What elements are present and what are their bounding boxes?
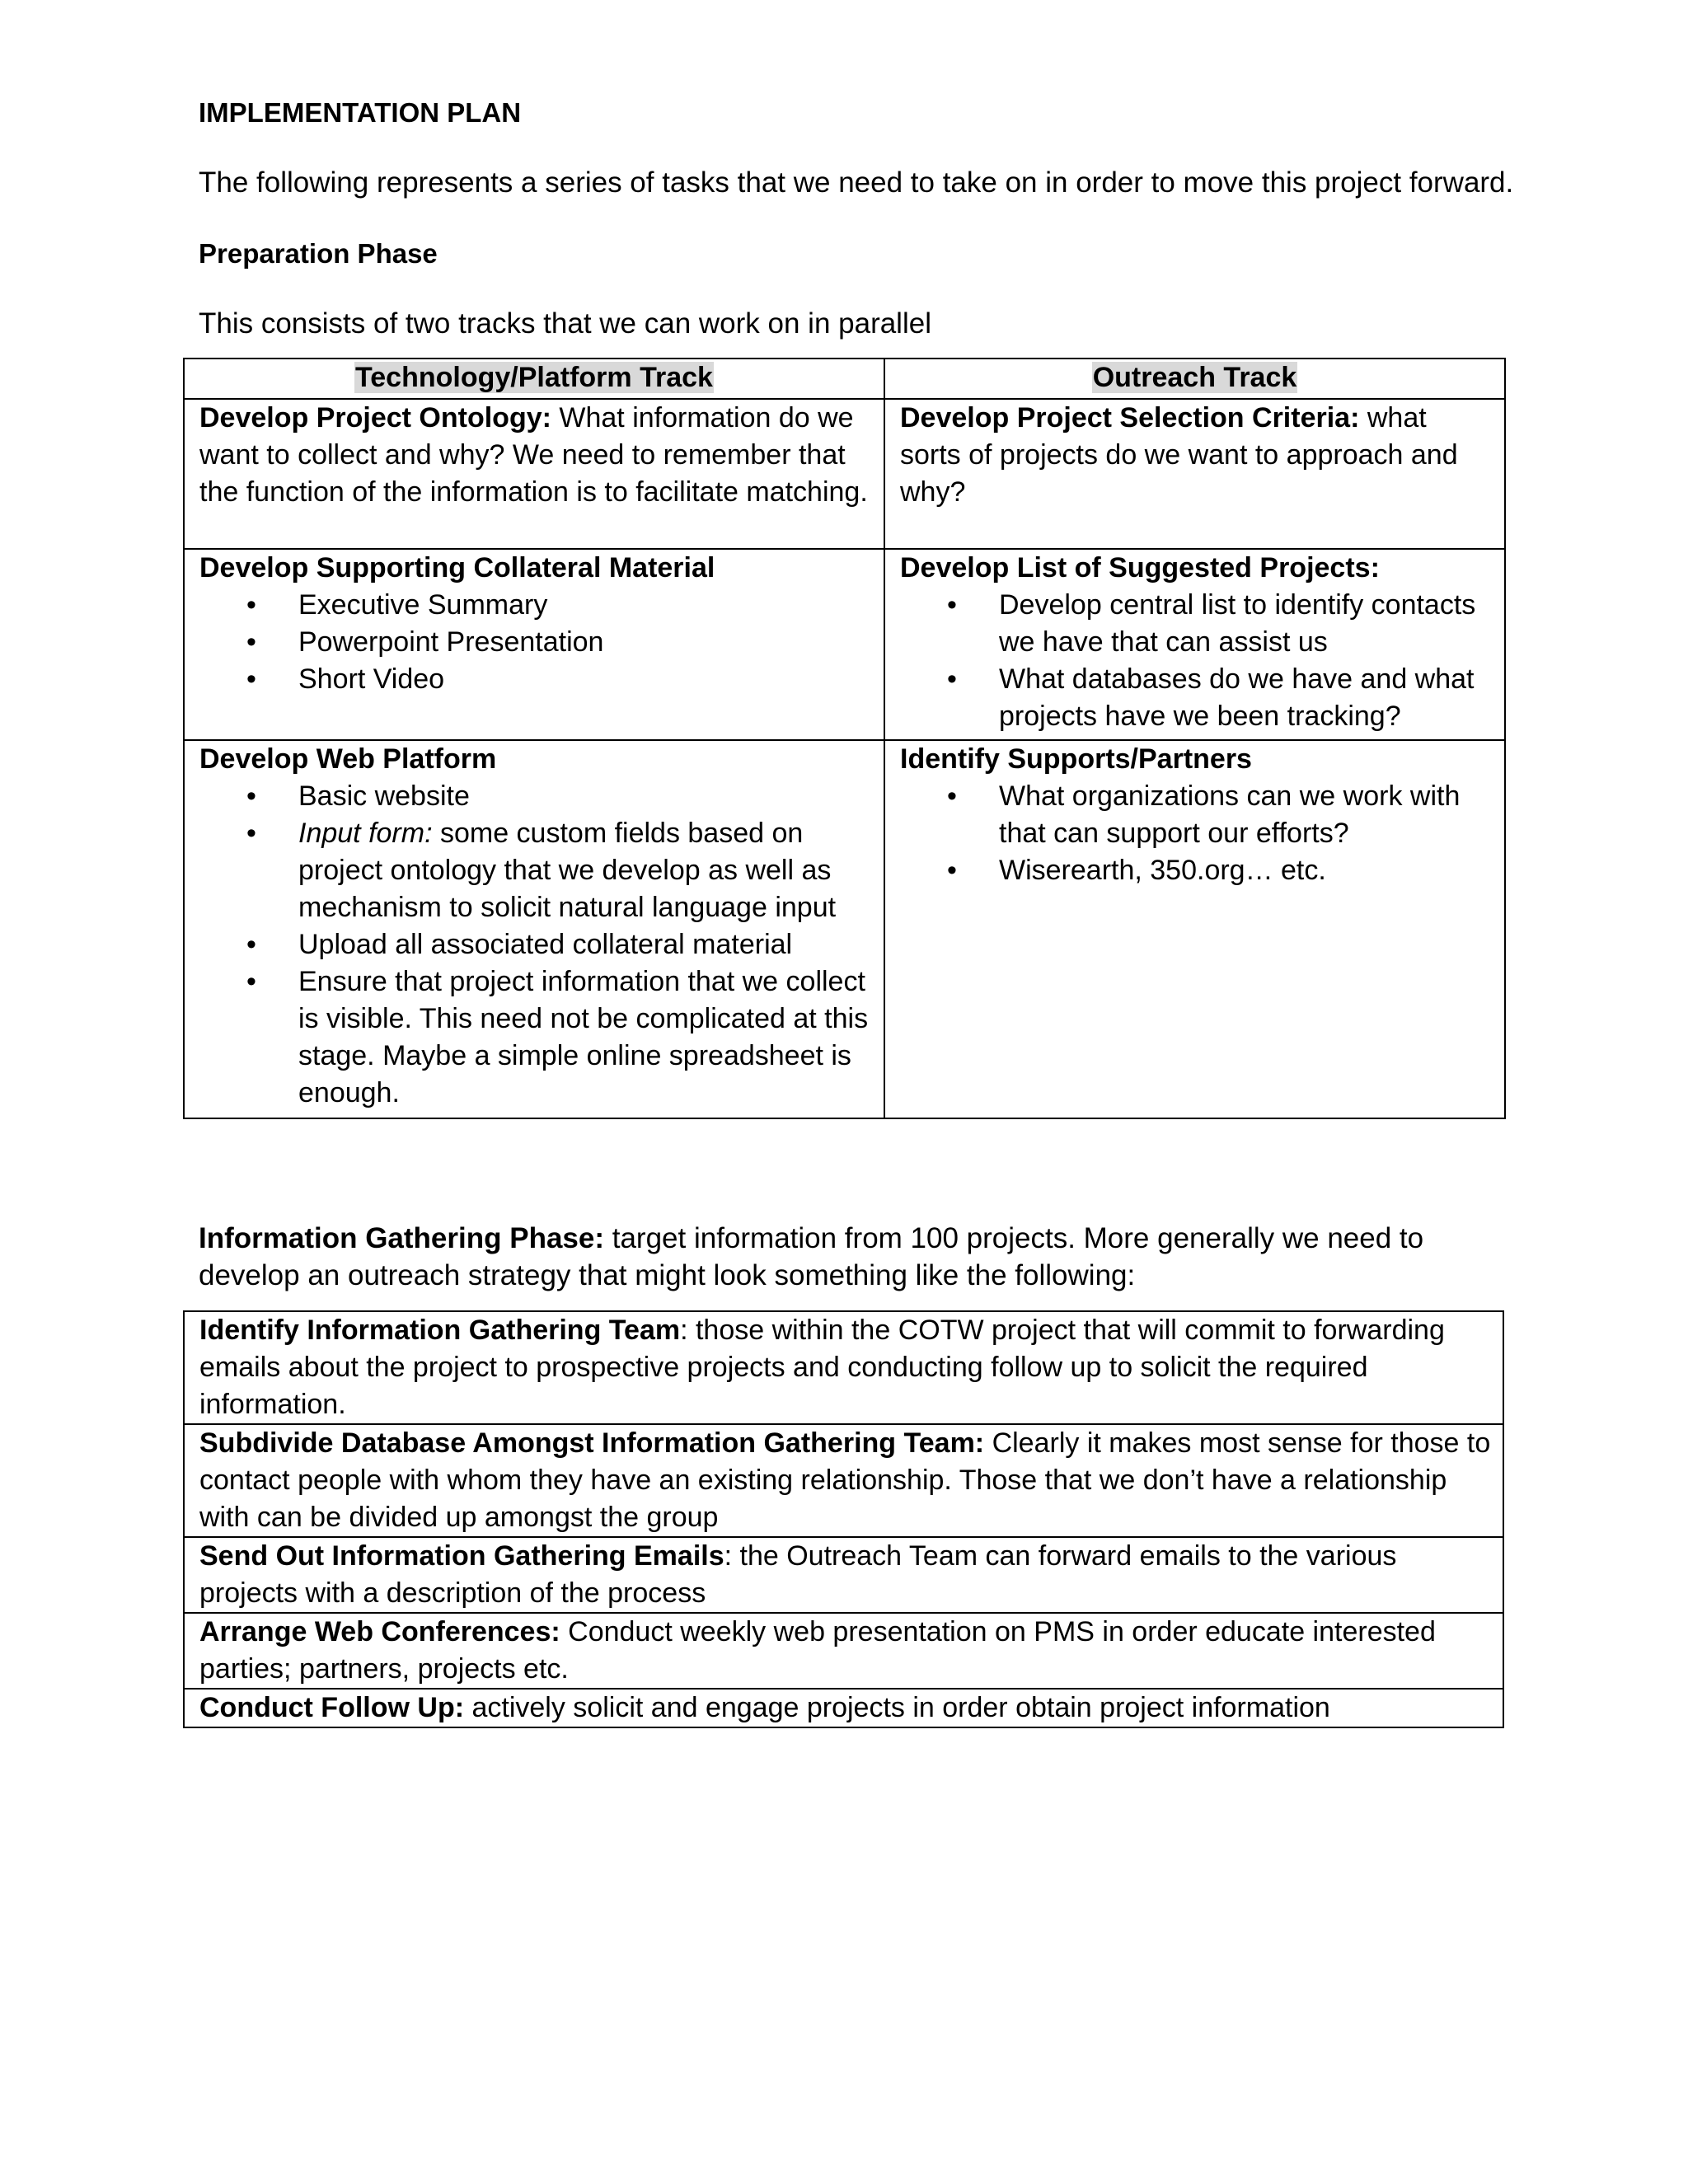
list-item: • Develop central list to identify contacts we have that can assist us [999,587,1494,661]
task-title: Develop Project Selection Criteria: [900,402,1360,434]
list-item: • Wiserearth, 350.org… etc. [999,852,1494,889]
bullet-list [199,778,874,1112]
task-title: Identify Supports/Partners [900,743,1252,775]
step-cell [184,1689,1503,1727]
table-row [184,1613,1503,1689]
information-gathering-paragraph [199,1220,1517,1294]
task-description: What information do we want to collect and why? We need to remember that the function of the information is to facilitate matching. [199,402,868,508]
step-title: Send Out Information Gathering Emails [199,1540,724,1572]
list-item: • What organizations can we work with that can support our efforts? [999,778,1494,852]
cell-collateral-material [184,549,884,740]
intro-paragraph: The following represents a series of tasks that we need to take on in order to move this project forward. [199,166,1514,199]
task-title: Develop Web Platform [199,743,497,775]
list-item: • Basic website [298,778,874,815]
list-item: • What databases do we have and what projects have we been tracking? [999,661,1494,735]
header-technology-track: Technology/Platform Track [355,362,713,393]
table-row [184,1424,1503,1537]
cell-suggested-projects [884,549,1505,740]
input-form-label: Input form: [298,818,433,849]
step-description: Conduct weekly web presentation on PMS in order educate interested parties; partners, projects etc. [199,1616,1436,1685]
step-description: : the Outreach Team can forward emails to the various projects with a description of the process [199,1540,1397,1609]
step-title: Subdivide Database Amongst Information Gathering Team: [199,1427,985,1459]
step-description: : those within the COTW project that will commit to forwarding emails about the project to prospective projects and conducting follow up to solicit the required information. [199,1315,1445,1420]
cell-project-ontology [184,399,884,549]
task-title: Develop Supporting Collateral Material [199,552,715,583]
information-gathering-text: target information from 100 projects. More generally we need to develop an outreach strategy that might look something like the following: [199,1222,1424,1291]
step-cell [184,1613,1503,1689]
step-title: Arrange Web Conferences: [199,1616,560,1647]
bullet-list [900,587,1494,735]
preparation-phase-heading: Preparation Phase [199,238,438,269]
list-item: • Powerpoint Presentation [298,624,874,661]
bullet-list [900,778,1494,889]
cell-selection-criteria [884,399,1505,549]
table-row [184,399,1505,549]
step-description: Clearly it makes most sense for those to contact people with whom they have an existing relationship. Those that we don’t have a relationship with can be divided up amongst the group [199,1427,1491,1533]
list-item: • Ensure that project information that we collect is visible. This need not be complicated at this stage. Maybe a simple online spreadsheet is enough. [298,963,874,1112]
outreach-steps-table [183,1310,1504,1728]
table-row [184,549,1505,740]
step-cell [184,1424,1503,1537]
step-cell [184,1537,1503,1613]
cell-supports-partners [884,740,1505,1118]
cell-web-platform [184,740,884,1118]
preparation-phase-intro: This consists of two tracks that we can work on in parallel [199,307,931,340]
step-cell [184,1311,1503,1424]
table-row [184,1689,1503,1727]
task-title: Develop List of Suggested Projects: [900,552,1380,583]
table-row [184,1537,1503,1613]
header-cell-outreach [884,359,1505,399]
table-row [184,740,1505,1118]
header-cell-technology [184,359,884,399]
input-form-description: some custom fields based on project ontology that we develop as well as mechanism to solicit natural language input [298,818,837,923]
information-gathering-heading: Information Gathering Phase: [199,1222,604,1254]
task-title: Develop Project Ontology: [199,402,551,434]
tracks-header-row [184,359,1505,399]
step-title: Conduct Follow Up: [199,1692,465,1723]
list-item [298,815,874,926]
header-outreach-track: Outreach Track [1092,362,1297,393]
list-item: • Executive Summary [298,587,874,624]
tracks-table [183,358,1506,1119]
list-item: • Upload all associated collateral material [298,926,874,963]
table-row [184,1311,1503,1424]
task-description: what sorts of projects do we want to approach and why? [900,402,1458,508]
bullet-list [199,587,874,698]
step-description: actively solicit and engage projects in order obtain project information [464,1692,1330,1723]
document-title: IMPLEMENTATION PLAN [199,97,522,128]
step-title: Identify Information Gathering Team [199,1315,681,1346]
list-item: • Short Video [298,661,874,698]
